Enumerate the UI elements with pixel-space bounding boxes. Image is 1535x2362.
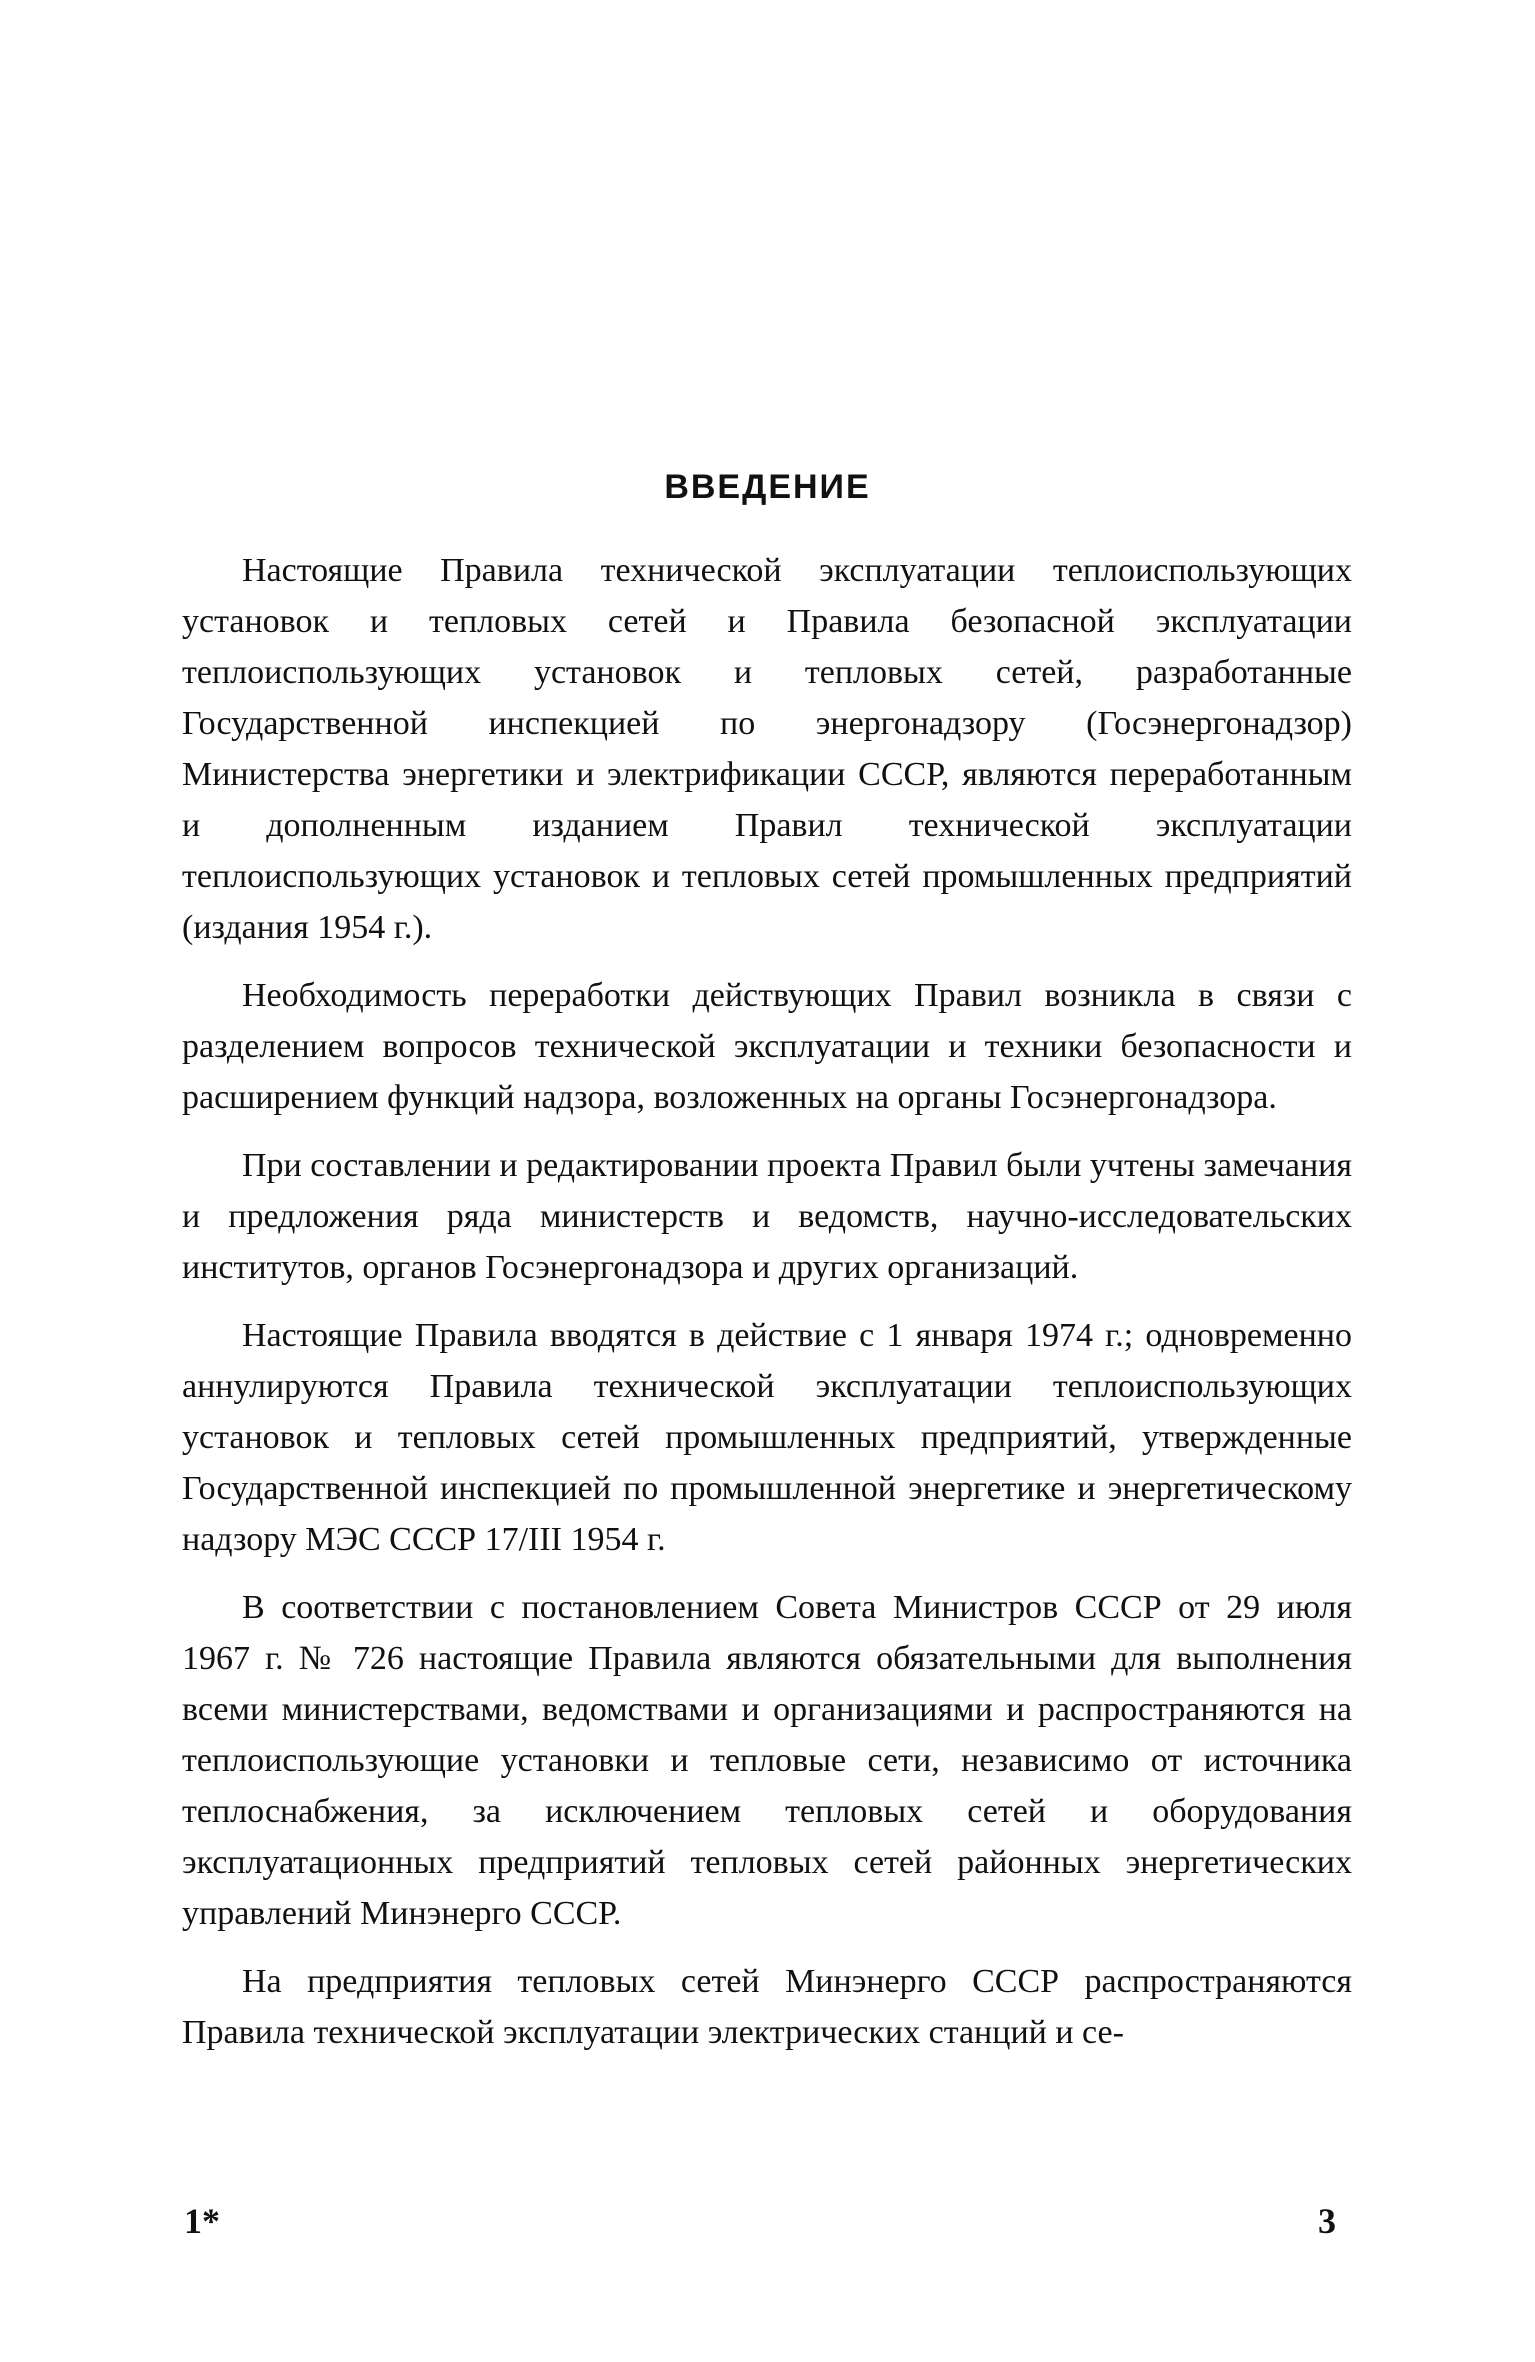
signature-mark: 1* xyxy=(184,2201,220,2241)
paragraph-2: Необходимость переработки действующих Правил возникла в связи с разделением вопросов технической эксплуатации и техники безопасности и расширением функций надзора, возложенных на органы Госэнергонадзора. xyxy=(182,977,1352,1116)
paragraph-1: Настоящие Правила технической эксплуатации теплоиспользующих установок и тепловых сетей и Правила безопасной эксплуатации теплоиспользующих установок и тепловых сетей, разработанные Государственной инспекцией по энергонадзору (Госэнергонадзор) Министерства энергетики и электрификации СССР, являются переработанным и дополненным изданием Правил технической эксплуатации теплоиспользующих установок и тепловых сетей промышленных предприятий (издания 1954 г.). xyxy=(182,552,1352,946)
paragraph-5: В соответствии с постановлением Совета Министров СССР от 29 июля 1967 г. № 726 настоящие Правила являются обязательными для выполнения всеми министерствами, ведомствами и организациями и распространяются на теплоиспользующие установки и тепловые сети, независимо от источника теплоснабжения, за исключением тепловых сетей и оборудования эксплуатационных предприятий тепловых сетей районных энергетических управлений Минэнерго СССР. xyxy=(182,1589,1352,1932)
body-text xyxy=(182,545,1352,2075)
page-title: ВВЕДЕНИЕ xyxy=(664,468,871,506)
page-number: 3 xyxy=(1318,2201,1336,2241)
paragraph-4: Настоящие Правила вводятся в действие с 1 января 1974 г.; одновременно аннулируются Правила технической эксплуатации теплоиспользующих установок и тепловых сетей промышленных предприятий, утвержденные Государственной инспекцией по промышленной энергетике и энергетическому надзору МЭС СССР 17/III 1954 г. xyxy=(182,1317,1352,1558)
paragraph-3: При составлении и редактировании проекта Правил были учтены замечания и предложения ряда министерств и ведомств, научно-исследовательских институтов, органов Госэнергонадзора и других организаций. xyxy=(182,1147,1352,1286)
paragraph-6: На предприятия тепловых сетей Минэнерго СССР распространяются Правила технической эксплуатации электрических станций и се- xyxy=(182,1963,1352,2051)
